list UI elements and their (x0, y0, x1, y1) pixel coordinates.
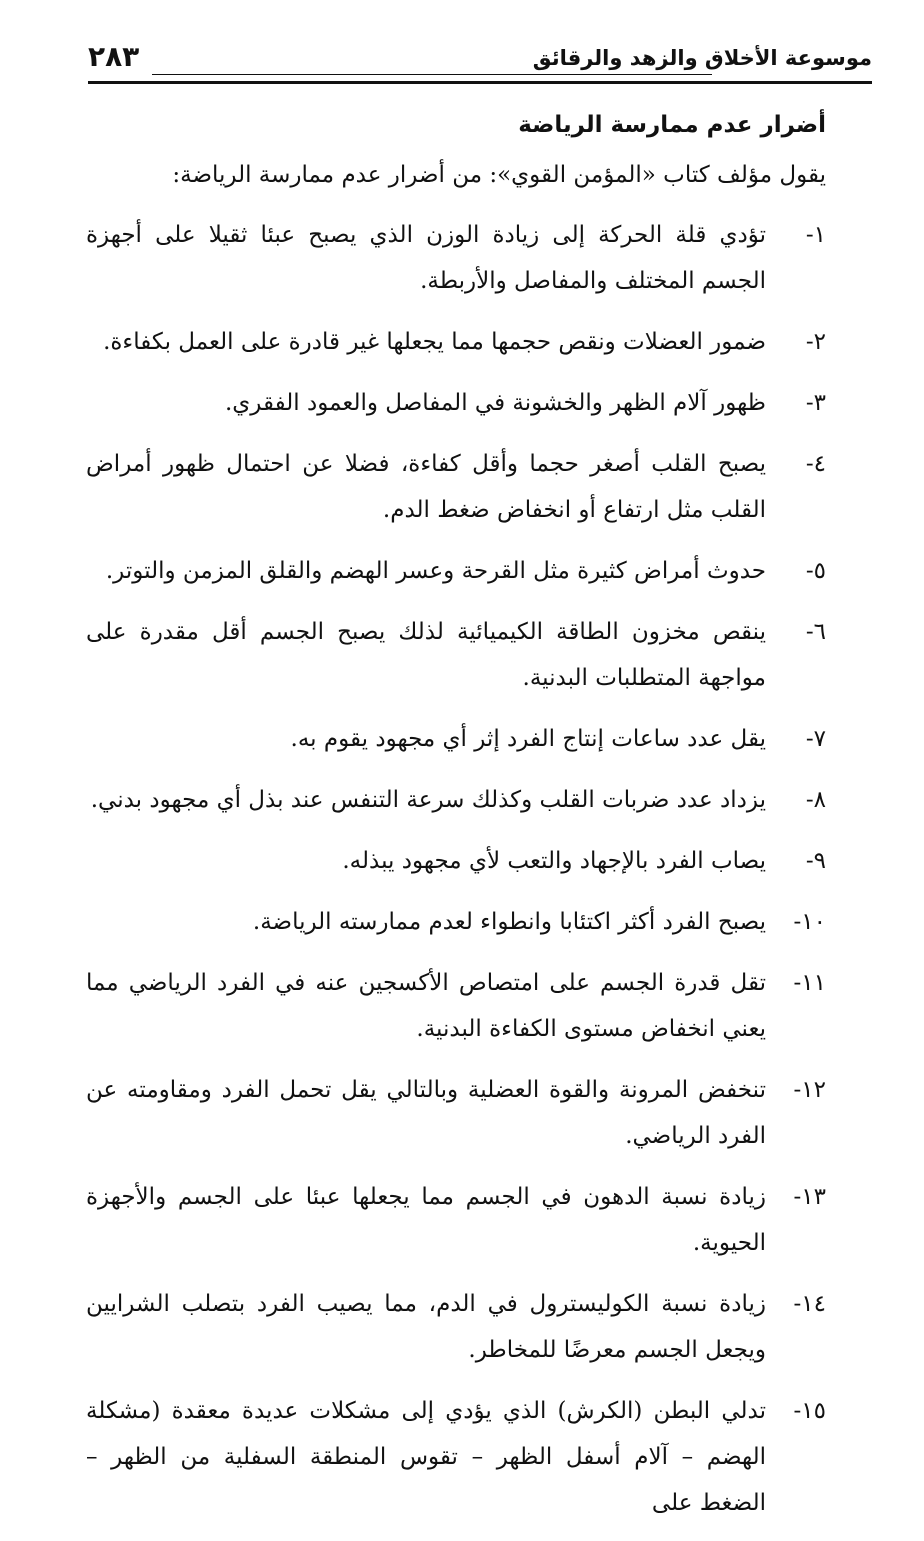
item-number: ١١- (793, 970, 826, 996)
item-number: ١٠- (793, 909, 826, 935)
item-text: يزداد عدد ضربات القلب وكذلك سرعة التنفس عند بذل أي مجهود بدني. (90, 787, 766, 813)
list-item (86, 1174, 826, 1266)
item-text: يصبح الفرد أكثر اكتئابا وانطواء لعدم ممارسته الرياضة. (252, 909, 766, 935)
header-rule-short (152, 74, 712, 75)
item-text: ينقص مخزون الطاقة الكيميائية لذلك يصبح الجسم أقل مقدرة على مواجهة المتطلبات البدنية. (86, 619, 766, 691)
item-number: ١- (805, 222, 826, 248)
list-item (86, 777, 826, 823)
page-header (88, 38, 872, 84)
list-item (86, 609, 826, 701)
intro-paragraph: يقول مؤلف كتاب «المؤمن القوي»: من أضرار عدم ممارسة الرياضة: (172, 162, 826, 188)
list-item (86, 380, 826, 426)
item-number: ٤- (805, 451, 826, 477)
page-number: ٢٨٣ (88, 40, 140, 73)
item-number: ٨- (805, 787, 826, 813)
harms-list (86, 212, 826, 1541)
item-text: تدلي البطن (الكرش) الذي يؤدي إلى مشكلات عديدة معقدة (مشكلة الهضم – آلام أسفل الظهر – تقوس المنطقة السفلية من الظهر – الضغط على (86, 1398, 766, 1516)
item-number: ١٣- (793, 1184, 826, 1210)
item-number: ١٥- (793, 1398, 826, 1424)
item-number: ٧- (805, 726, 826, 752)
item-number: ١٤- (793, 1291, 826, 1317)
item-text: ضمور العضلات ونقص حجمها مما يجعلها غير قادرة على العمل بكفاءة. (103, 329, 766, 355)
item-number: ٢- (805, 329, 826, 355)
item-text: زيادة نسبة الدهون في الجسم مما يجعلها عبئا على الجسم والأجهزة الحيوية. (86, 1184, 766, 1256)
item-number: ٩- (805, 848, 826, 874)
item-text: تقل قدرة الجسم على امتصاص الأكسجين عنه في الفرد الرياضي مما يعني انخفاض مستوى الكفاءة البدنية. (86, 970, 766, 1042)
item-text: زيادة نسبة الكوليسترول في الدم، مما يصيب الفرد بتصلب الشرايين ويجعل الجسم معرضًا للمخاطر. (86, 1291, 766, 1363)
list-item (86, 548, 826, 594)
section-title: أضرار عدم ممارسة الرياضة (518, 112, 826, 138)
item-number: ٣- (805, 390, 826, 416)
item-text: تنخفض المرونة والقوة العضلية وبالتالي يقل تحمل الفرد ومقاومته عن الفرد الرياضي. (86, 1077, 766, 1149)
item-text: ظهور آلام الظهر والخشونة في المفاصل والعمود الفقري. (224, 390, 766, 416)
item-text: يقل عدد ساعات إنتاج الفرد إثر أي مجهود يقوم به. (290, 726, 766, 752)
item-number: ٥- (805, 558, 826, 584)
header-rule (88, 81, 872, 84)
item-text: حدوث أمراض كثيرة مثل القرحة وعسر الهضم والقلق المزمن والتوتر. (105, 558, 766, 584)
list-item (86, 1281, 826, 1373)
item-text: يصاب الفرد بالإجهاد والتعب لأي مجهود يبذله. (342, 848, 766, 874)
list-item (86, 319, 826, 365)
book-title: موسوعة الأخلاق والزهد والرقائق (532, 46, 872, 70)
list-item (86, 716, 826, 762)
list-item (86, 960, 826, 1052)
list-item (86, 1067, 826, 1159)
list-item (86, 838, 826, 884)
list-item (86, 212, 826, 304)
list-item (86, 441, 826, 533)
list-item (86, 1388, 826, 1526)
item-number: ١٢- (793, 1077, 826, 1103)
item-text: يصبح القلب أصغر حجما وأقل كفاءة، فضلا عن احتمال ظهور أمراض القلب مثل ارتفاع أو انخفاض ضغط الدم. (86, 451, 766, 523)
item-number: ٦- (805, 619, 826, 645)
list-item (86, 899, 826, 945)
item-text: تؤدي قلة الحركة إلى زيادة الوزن الذي يصبح عبئا ثقيلا على أجهزة الجسم المختلف والمفاصل والأربطة. (86, 222, 766, 294)
